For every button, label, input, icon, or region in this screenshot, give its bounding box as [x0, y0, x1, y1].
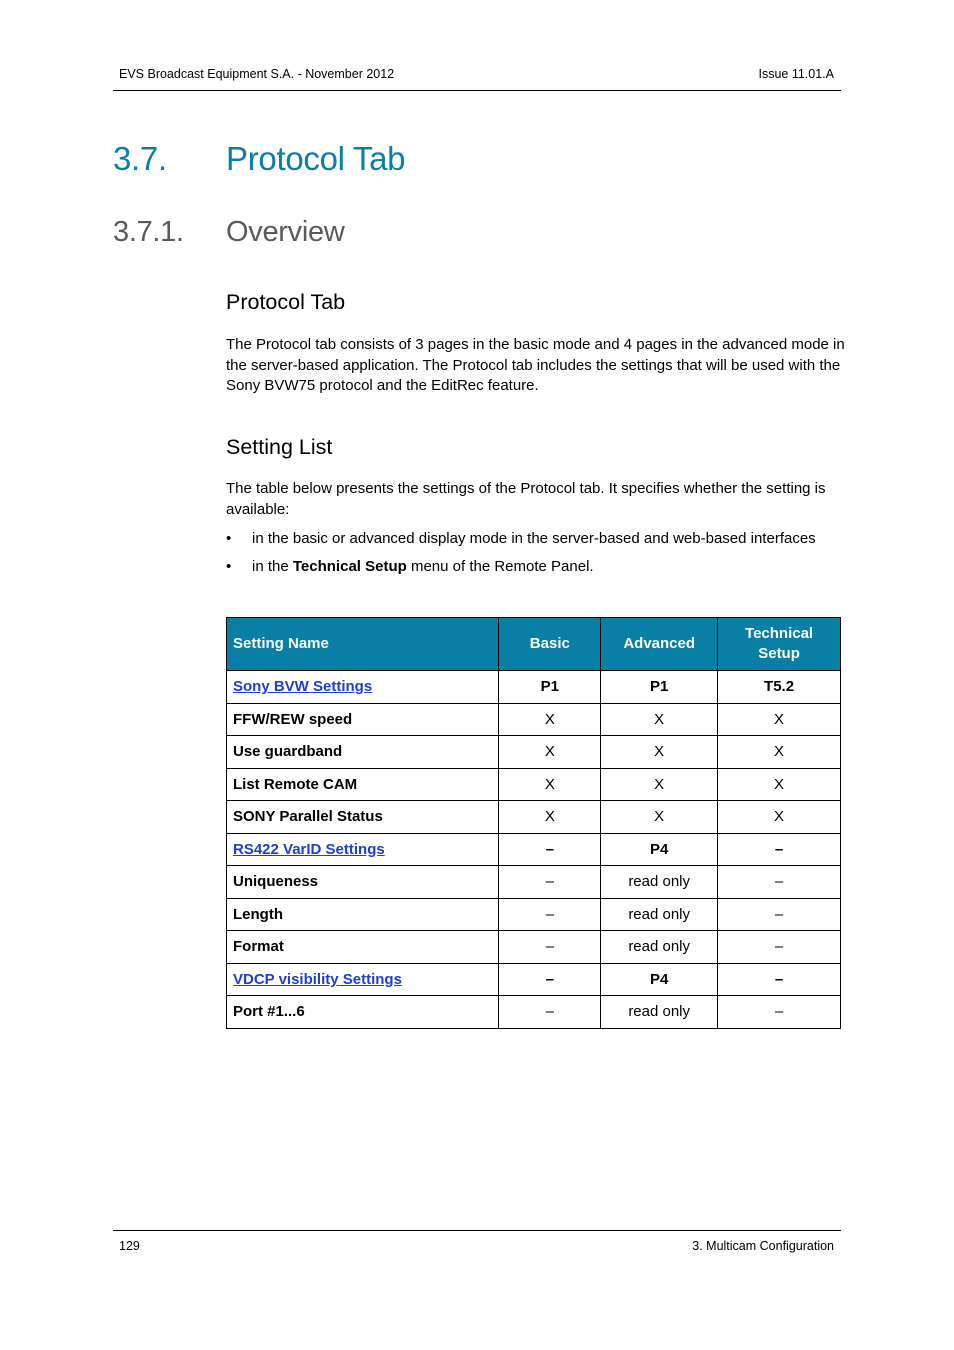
setting-name-cell: Length: [227, 898, 499, 931]
header-setting-name: Setting Name: [227, 618, 499, 671]
basic-cell: X: [499, 768, 601, 801]
bullet-text: in the basic or advanced display mode in the server-based and web-based interfaces: [252, 530, 816, 547]
footer-chapter: 3. Multicam Configuration: [692, 1239, 834, 1253]
setting-name-cell: Format: [227, 931, 499, 964]
table-row: [227, 996, 841, 1029]
technical-cell: X: [718, 736, 841, 769]
technical-cell: –: [718, 898, 841, 931]
header-right-text: Issue 11.01.A: [758, 67, 834, 81]
technical-cell: –: [718, 996, 841, 1029]
technical-cell: –: [718, 833, 841, 866]
subsection-title: Overview: [226, 216, 345, 248]
basic-cell: X: [499, 736, 601, 769]
setting-name-cell: Port #1...6: [227, 996, 499, 1029]
protocol-tab-heading: Protocol Tab: [226, 290, 346, 314]
technical-cell: X: [718, 703, 841, 736]
setting-name-cell: FFW/REW speed: [227, 703, 499, 736]
technical-cell: T5.2: [718, 671, 841, 704]
setting-name-cell: Use guardband: [227, 736, 499, 769]
advanced-cell: P4: [601, 833, 718, 866]
table-row: [227, 898, 841, 931]
basic-cell: –: [499, 866, 601, 899]
technical-cell: –: [718, 866, 841, 899]
advanced-cell: P4: [601, 963, 718, 996]
table-row: [227, 671, 841, 704]
advanced-cell: P1: [601, 671, 718, 704]
header-left-text: EVS Broadcast Equipment S.A. - November 2012: [119, 67, 395, 81]
advanced-cell: X: [601, 768, 718, 801]
advanced-cell: X: [601, 736, 718, 769]
basic-cell: X: [499, 703, 601, 736]
table-header-row: [227, 618, 841, 671]
table-row: [227, 736, 841, 769]
bullet-dot: •: [226, 530, 232, 547]
basic-cell: –: [499, 931, 601, 964]
setting-link[interactable]: Sony BVW Settings: [227, 671, 499, 704]
bullet-dot: •: [226, 558, 232, 575]
table-row: [227, 866, 841, 899]
technical-cell: –: [718, 963, 841, 996]
table-row: [227, 963, 841, 996]
technical-cell: –: [718, 931, 841, 964]
setting-name-cell: SONY Parallel Status: [227, 801, 499, 834]
header-technical-setup: Technical Setup: [718, 618, 841, 671]
page-footer: [113, 1230, 841, 1257]
setting-link[interactable]: RS422 VarID Settings: [227, 833, 499, 866]
page-number: 129: [119, 1239, 140, 1253]
header-basic: Basic: [499, 618, 601, 671]
header-advanced: Advanced: [601, 618, 718, 671]
section-title: Protocol Tab: [226, 140, 406, 177]
section-number: 3.7.: [113, 140, 167, 177]
subsection-number: 3.7.1.: [113, 216, 184, 248]
table-row: [227, 801, 841, 834]
advanced-cell: read only: [601, 898, 718, 931]
table-row: [227, 703, 841, 736]
table-row: [227, 768, 841, 801]
setting-name-cell: List Remote CAM: [227, 768, 499, 801]
basic-cell: –: [499, 833, 601, 866]
table-row: [227, 833, 841, 866]
advanced-cell: read only: [601, 996, 718, 1029]
setting-list-paragraph: The table below presents the settings of the Protocol tab. It specifies whether the setting is available:: [226, 480, 826, 518]
advanced-cell: read only: [601, 931, 718, 964]
protocol-tab-paragraph: The Protocol tab consists of 3 pages in the basic mode and 4 pages in the advanced mode in the server-based application. The Protocol tab includes the settings that will be used with the Sony BVW75 protocol and the EditRec feature.: [226, 336, 845, 395]
basic-cell: –: [499, 898, 601, 931]
technical-cell: X: [718, 768, 841, 801]
setting-name-cell: Uniqueness: [227, 866, 499, 899]
table-row: [227, 931, 841, 964]
bullet-text: in the Technical Setup menu of the Remote Panel.: [252, 558, 594, 575]
basic-cell: –: [499, 996, 601, 1029]
advanced-cell: read only: [601, 866, 718, 899]
basic-cell: P1: [499, 671, 601, 704]
setting-list-heading: Setting List: [226, 435, 333, 459]
page-header: [113, 65, 841, 91]
advanced-cell: X: [601, 801, 718, 834]
basic-cell: X: [499, 801, 601, 834]
settings-table: [226, 617, 841, 1029]
technical-cell: X: [718, 801, 841, 834]
setting-link[interactable]: VDCP visibility Settings: [227, 963, 499, 996]
advanced-cell: X: [601, 703, 718, 736]
basic-cell: –: [499, 963, 601, 996]
